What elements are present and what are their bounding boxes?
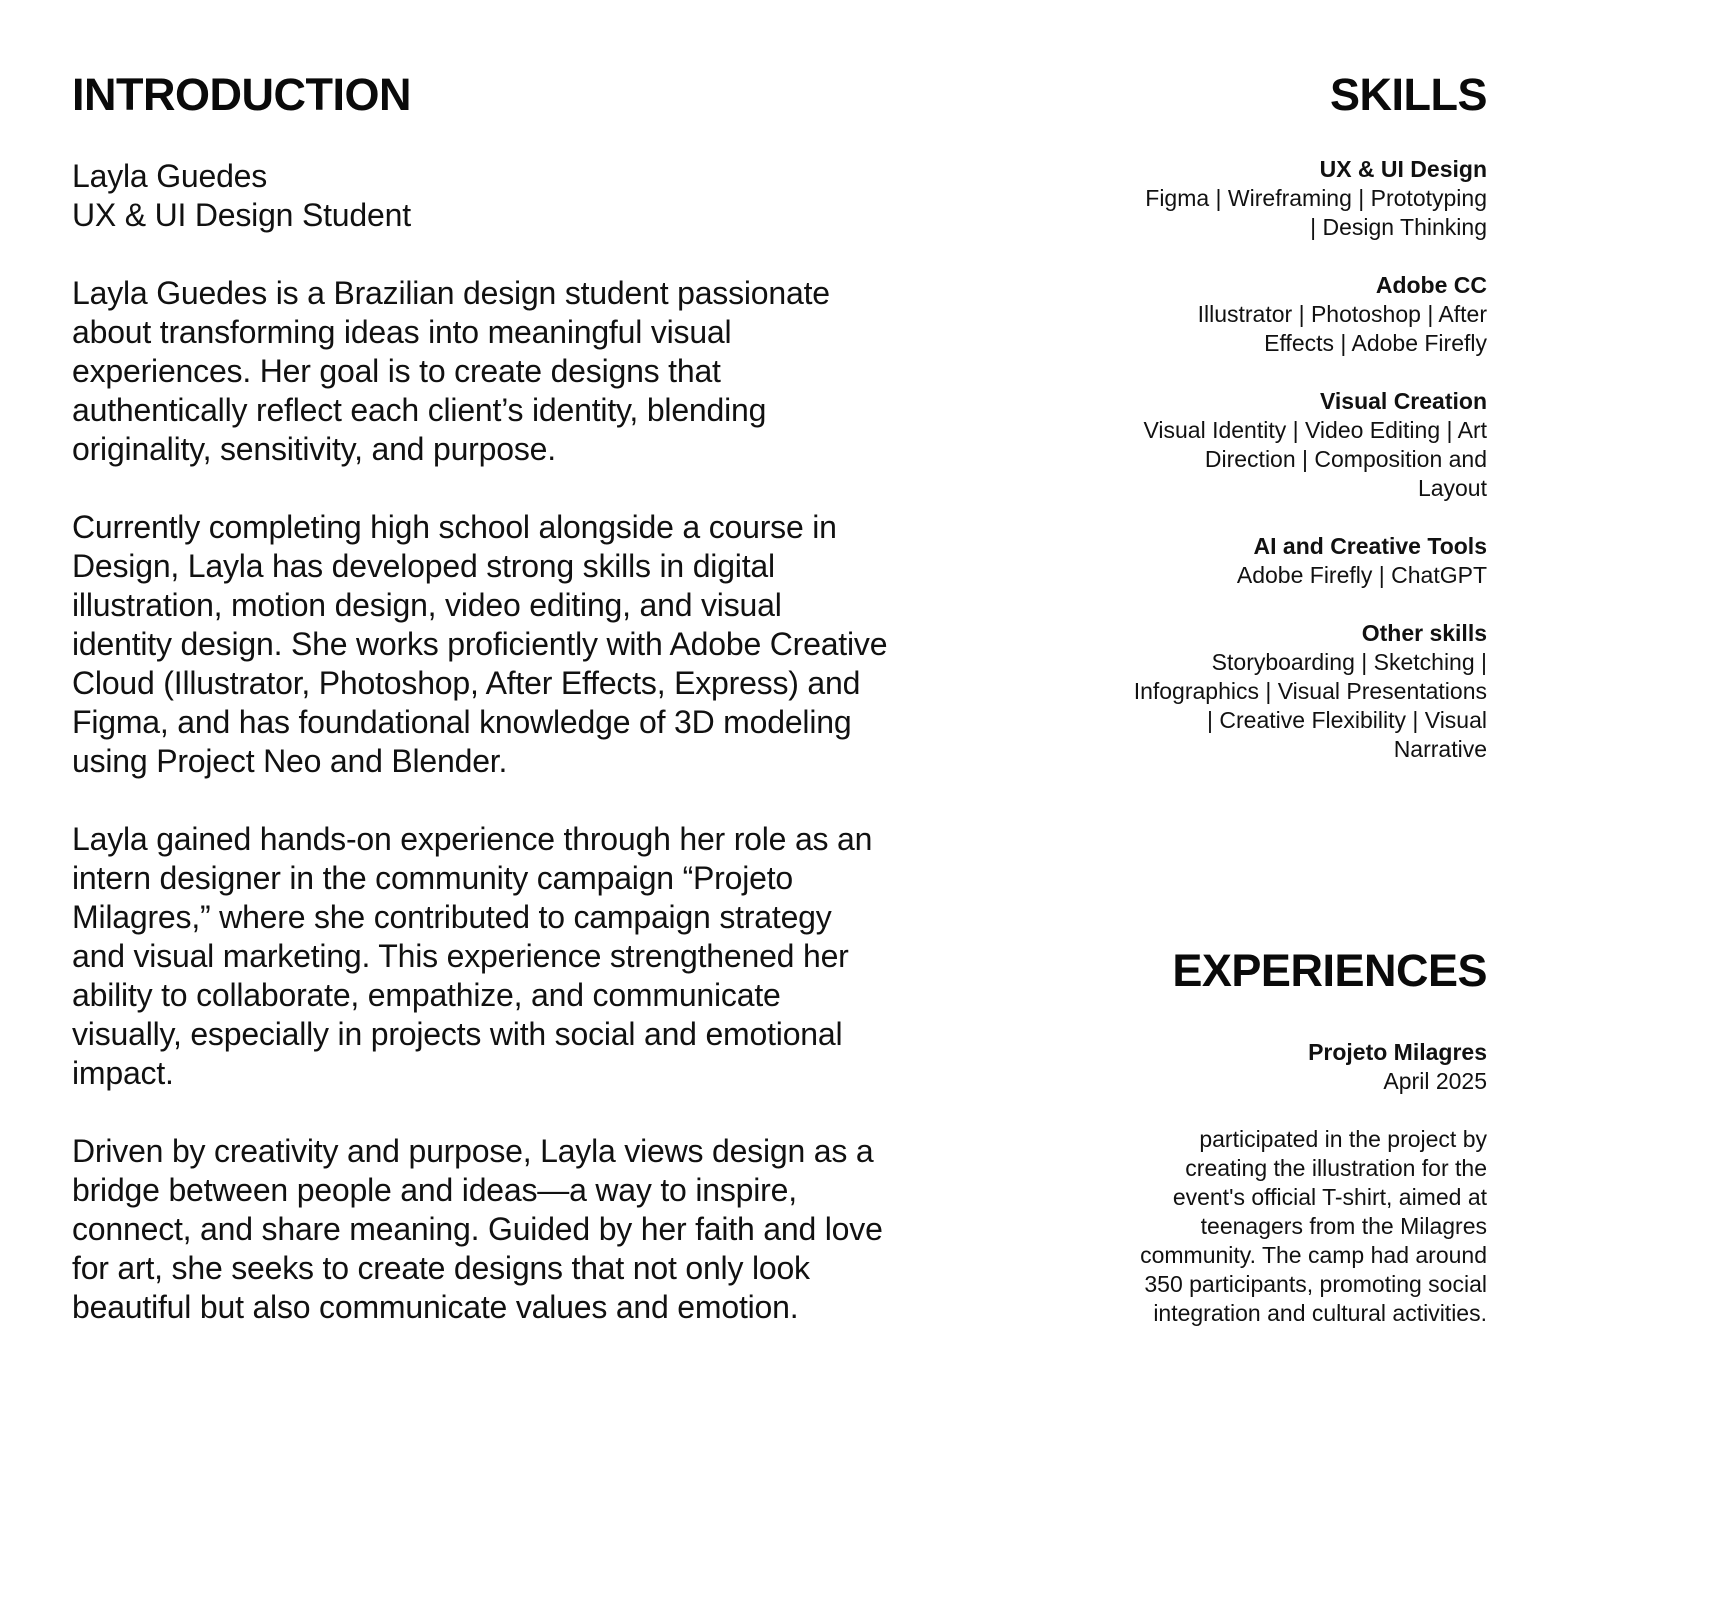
paragraph-line: visually, especially in projects with social and emotional <box>72 1016 843 1052</box>
skill-group-line: Figma | Wireframing | Prototyping <box>1145 185 1487 211</box>
skill-group-line: | Creative Flexibility | Visual <box>1207 707 1487 733</box>
paragraph-line: for art, she seeks to create designs that not only look <box>72 1250 810 1286</box>
paragraph-line: Milagres,” where she contributed to campaign strategy <box>72 899 832 935</box>
skills-heading: SKILLS <box>1329 69 1487 120</box>
description-line: participated in the project by <box>1199 1126 1487 1152</box>
skill-group-line: Adobe Firefly | ChatGPT <box>1236 562 1487 588</box>
paragraph-line: about transforming ideas into meaningful visual <box>72 314 732 350</box>
paragraph-line: impact. <box>72 1055 174 1091</box>
intro-paragraph-3 <box>72 820 872 1093</box>
paragraph-line: using Project Neo and Blender. <box>72 743 508 779</box>
skill-group-line: Narrative <box>1393 736 1487 762</box>
description-line: teenagers from the Milagres <box>1200 1213 1487 1239</box>
paragraph-line: connect, and share meaning. Guided by her faith and love <box>72 1211 883 1247</box>
skill-group-line: Direction | Composition and <box>1204 446 1487 472</box>
experience-description <box>1140 1125 1487 1328</box>
paragraph-line: bridge between people and ideas—a way to inspire, <box>72 1172 797 1208</box>
paragraph-line: Currently completing high school alongside a course in <box>72 509 837 545</box>
skill-group-ai-tools <box>1237 532 1487 590</box>
introduction-heading: INTRODUCTION <box>72 69 411 120</box>
name-block <box>72 157 411 235</box>
paragraph-line: intern designer in the community campaign “Projeto <box>72 860 794 896</box>
paragraph-line: originality, sensitivity, and purpose. <box>72 431 556 467</box>
experience-title: Projeto Milagres <box>1308 1039 1487 1065</box>
skill-group-adobe-cc <box>1198 271 1487 358</box>
paragraph-line: Cloud (Illustrator, Photoshop, After Effects, Express) and <box>72 665 861 701</box>
skill-group-line: Storyboarding | Sketching | <box>1211 649 1487 675</box>
description-line: community. The camp had around <box>1140 1242 1487 1268</box>
skill-group-title: AI and Creative Tools <box>1253 533 1487 559</box>
skill-group-line: Visual Identity | Video Editing | Art <box>1143 417 1487 443</box>
paragraph-line: Design, Layla has developed strong skills in digital <box>72 548 775 584</box>
description-line: creating the illustration for the <box>1185 1155 1487 1181</box>
sidebar-column <box>1027 0 1487 1607</box>
skill-group-other <box>1134 619 1487 764</box>
skill-group-title: Visual Creation <box>1319 388 1487 414</box>
paragraph-line: identity design. She works proficiently with Adobe Creative <box>72 626 888 662</box>
paragraph-line: Figma, and has foundational knowledge of 3D modeling <box>72 704 852 740</box>
person-name: Layla Guedes <box>72 158 268 194</box>
intro-paragraph-1 <box>72 274 830 469</box>
skill-group-title: UX & UI Design <box>1319 156 1487 182</box>
intro-paragraph-2 <box>72 508 887 781</box>
skill-group-title: Other skills <box>1361 620 1487 646</box>
person-role: UX & UI Design Student <box>72 197 411 233</box>
paragraph-line: ability to collaborate, empathize, and communicate <box>72 977 781 1013</box>
experiences-heading: EXPERIENCES <box>1172 945 1487 996</box>
paragraph-line: Driven by creativity and purpose, Layla views design as a <box>72 1133 874 1169</box>
intro-paragraph-4 <box>72 1132 883 1327</box>
paragraph-line: illustration, motion design, video editing, and visual <box>72 587 782 623</box>
skill-group-line: Layout <box>1417 475 1487 501</box>
skill-group-line: Illustrator | Photoshop | After <box>1197 301 1487 327</box>
description-line: integration and cultural activities. <box>1153 1300 1487 1326</box>
skill-group-line: Effects | Adobe Firefly <box>1264 330 1487 356</box>
experience-item <box>1308 1038 1487 1096</box>
paragraph-line: authentically reflect each client’s identity, blending <box>72 392 767 428</box>
skill-group-title: Adobe CC <box>1375 272 1487 298</box>
paragraph-line: and visual marketing. This experience strengthened her <box>72 938 849 974</box>
skill-group-line: Infographics | Visual Presentations <box>1133 678 1487 704</box>
paragraph-line: Layla Guedes is a Brazilian design student passionate <box>72 275 830 311</box>
paragraph-line: Layla gained hands-on experience through her role as an <box>72 821 873 857</box>
skill-group-line: | Design Thinking <box>1310 214 1487 240</box>
description-line: 350 participants, promoting social <box>1144 1271 1487 1297</box>
experience-date: April 2025 <box>1383 1068 1487 1094</box>
paragraph-line: beautiful but also communicate values and emotion. <box>72 1289 799 1325</box>
skill-group-visual-creation <box>1143 387 1487 503</box>
paragraph-line: experiences. Her goal is to create designs that <box>72 353 721 389</box>
description-line: event's official T-shirt, aimed at <box>1172 1184 1487 1210</box>
skill-group-ux-ui <box>1145 155 1487 242</box>
